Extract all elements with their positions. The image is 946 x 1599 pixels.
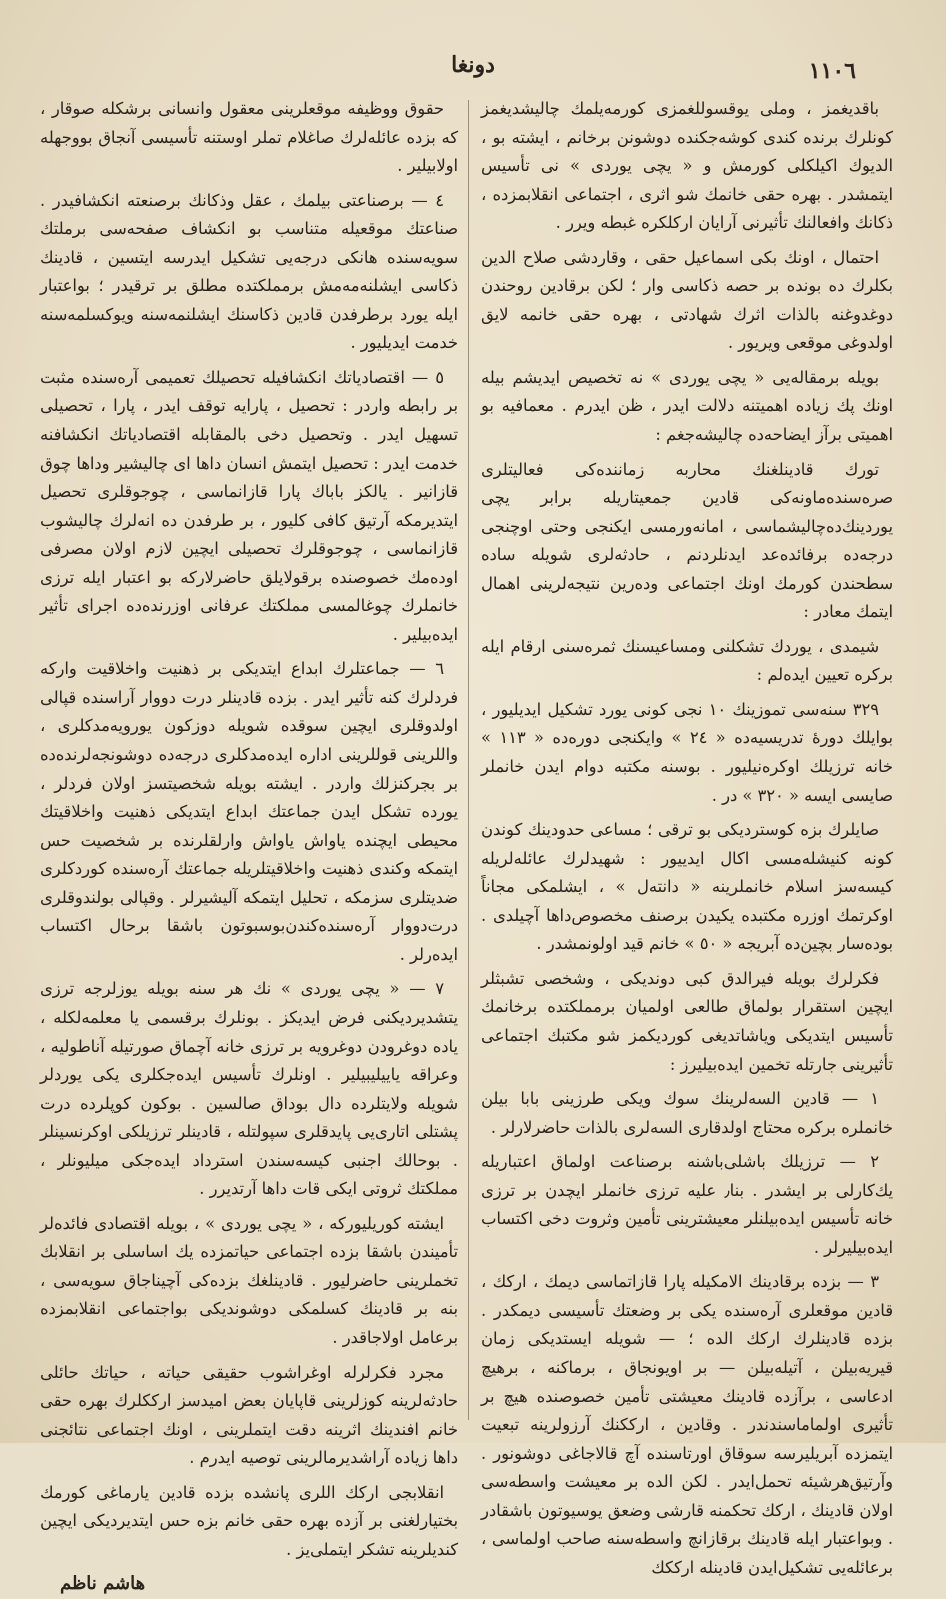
paragraph: ٤ — برصناعتی بیلمك ، عقل وذکانك برصنعته انکشافیدر . صناعتك موقعیله متناسب بو انکشاف صفحه‌سی برملتك سویه‌سنده هانکی درجه‌یی تشکیل ایدرسه ایتسین ، قادینك ذکاسی ایشلنه‌مه‌مش برمملکتده مطلق بر ترقیدر ؛ بواعتبار ایله یورد برطرفدن قادین ذکاسنك ایشلنمه‌سنه ویوکسلمه‌سنه خدمت ایدیلیور . xyxy=(40,190,458,353)
paragraph: احتمال ، اونك بکی اسماعیل حقی ، وقاردشی صلاح الدین بکلرك ده بونده بر حصه ذکاسی وار ؛ لکن برقادین روحندن دوغدوغنه بالذات اثرك شهادتی ، بهره حقی خانمه لایق اولدوغی موقعی ویریور . xyxy=(481,247,893,353)
paragraph: ٣ — بزده برقادینك الامکیله پارا قازاتماسی دیمك ، ارکك ، قادین موقعلری آره‌سنده یکی بر وضعتك تأسیسی دیمکدر . بزده قادینلرك ارکك الده ؛ — شویله ایستدیکی زمان قیریه‌بیلن ، آتیله‌بیلن — بر اویونجاق ، برماکنه ، برهیچ ادعاسی ، برآزده قادینك معیشتی تأمین خصوصنده هیچ بر تأثیری اولماماسندندر . وقادین ، ارککنك آرزولرینه تبعیت ایتمزده آبریلیرسه سوقاق اورتاسنده آچ قالاجاغی دوشونور . وآرتیق‌هرشیئه تحمل‌ایدر . لکن الده بر معیشت واسطه‌سی اولان قادینك ، ارکك تحکمنه قارشی وضعق یوسیوتون باشقادر . وبواعتبار ایله قادینك برقازانچ واسطه‌سنه صاحب اولماسی ، برعائله‌یی تشکیل‌ایدن قادینله ارککك xyxy=(481,1272,893,1577)
column-divider xyxy=(468,100,469,1420)
page-number: ١١٠٦ xyxy=(808,58,856,84)
paragraph: ٧ — « یچی یوردی » نك هر سنه بویله یوزلرجه ترزی یتشدیردیکنی فرض ایدیکز . بونلرك برقسمی یا معلمه‌لکله ، یاده دوغرودن دوغرویه بر ترزی خانه آچماق صورتیله آناطولیه ، وعراقه یاییلیبیلیر . اونلرك تأسیس ایده‌جکلری یکی یوردلر شویله ولایتلرده دال بوداق صالسین . بوکون کوپلرده درت پشتلی اتاری‌یی پایدقلری سپولتله ، قادینلر ترزیلکی اوکرنسینلر . بوحالك اجنبی کیسه‌سندن استرداد ایده‌جکی میلیونلر ، مملکتك ثروتی ایکی قات داها آرتدیرر . xyxy=(40,979,458,1199)
paragraph: باقدیغمز ، وملی یوقسوللغمزی کورمه‌یلمك چالیشدیغمز کونلرك برنده کندی کوشه‌جکنده دوشونن برخانم ، ایشته بو ، الدیوك اکیلکلی کورمش و « یچی یوردی » نی تأسیس ایتمشدر . بهره حقی خانمك شو اثری ، اجتماعی انقلابمزده ، ذکانك وافعالنك تأثیرنی آرایان ارکلکره غبطه ویرر . xyxy=(481,99,893,233)
paragraph: فکرلرك بویله فیرالدق کبی دوندیکی ، وشخصی تشبثلر ایچین استقرار بولماق طالعی اولمیان برمملکتده برخانمك تأسیس ایتدیکی ویاشاتدیغی کوردیکمز شو مکتبك اجتماعی تأثیرینی جارتله تخمین ایده‌بیلیرز : xyxy=(481,968,893,1074)
paragraph: شیمدی ، یوردك تشکلنی ومساعیسنك ثمره‌سنی ارقام ایله برکره تعیین ایده‌لم : xyxy=(481,636,893,685)
paragraph: ٢ — ترزیلك باشلی‌باشنه برصناعت اولماق اعتباریله یك‌کارلی بر ایشدر . بنا٫ علیه ترزی خانملر ایچدن بر ترزی خانه تأسیس ایده‌بیلنلر معیشترینی تأمین وثروت دخی اکتساب ایده‌بیلیرلر . xyxy=(481,1152,893,1257)
paragraph: ٣٢٩ سنه‌سی تموزینك ١٠ نجی کونی یورد تشکیل ایدیلیور ، بوایلك دورهٔ تدریسیه‌ده « ٢٤ » وایکنجی دوره‌ده « ١١٣ » خانه ترزیلك اوکره‌نیلیور . بوسنه مکتبه دوام ایدن خانملر صایسی ایسه « ٣٢٠ » در . xyxy=(481,699,894,805)
paragraph: انقلابجی ارکك اللری پانشده بزده قادین یارماغی کورمك بختیارلغنی بر آزده بهره حقی خانم بزه حس ایتدیردیکی ایچین کندیلرینه تشکر ایتملی‌یز . xyxy=(40,1482,458,1559)
paragraph: ٥ — اقتصادیاتك انکشافیله تحصیلك تعمیمی آره‌سنده مثبت بر رابطه واردر : تحصیل ، پارایه توقف ایدر ، پارا ، تحصیلی تسهیل ایدر . وتحصیل دخی بالمقابله اقتصادیاتك انکشافنه خدمت ایدر : تحصیل ایتمش انسان داها ای چالیشیر وداها چوق قازانیر . یالکز باباك پارا قازانماسی ، چوجوقلری تحصیل ایتدیرمکه آرتیق کافی کلیور ، بر طرفدن ده انه‌لرك چالیشوب قازانماسی ، چوجوقلرك تحصیلی ایچین لازم اولان مصرفی اوده‌مك خصوصنده برقولایلق حاضرلارکه بو اعتبار ایله ترزی خانملرك چوغالمسی مملکتك عرفانی اوزرنده‌ده اجرای تأثیر ایده‌بیلیر . xyxy=(40,367,458,644)
paragraph: بویله برمقاله‌یی « یچی یوردی » نه تخصیص ایدیشم بیله اونك پك زیاده اهمیتنه دلالت ایدر ، ظن ایدرم . معمافیه بو اهمیتی برآز ایضاحه‌ده چالیشه‌جغم : xyxy=(481,367,893,445)
paragraph: ٦ — جماعتلرك ابداع ایتدیکی بر ذهنیت واخلاقیت وارکه فردلرك کنه تأثیر ایدر . بزده قادینلر درت دووار آراسنده قپالی اولدوقلری ایچین سوقده شویله دوزکون یورویه‌مدکلری ، واللرینی قوللرینی اداره ایده‌مدکلری درجه‌ده دوشونجه‌لرنده‌ده بر بجرکنزلك واردر . ایشته بویله شخصیتسز اولان فردلر ، یورده تشکل ایدن جماعتك ابداع ایتدیکی ذهنیت واخلاقیتك محیطی ایچنده یاواش یاواش وارلقلرنده بر شخصیت حس ایتمکه وکندی ذهنیت واخلاقیتلریله جماعتك آره‌سنده کوردکلری ضدیتلری سزمکه ، تحلیل ایتمکه آلیشیرلر . وقپالی بولندوقلری درت‌دووار آره‌سنده‌کندن‌بوسبوتون باشقا برحال اکتساب ایده‌رلر . xyxy=(40,659,458,964)
page-header xyxy=(40,52,906,88)
paragraph: صایلرك بزه کوستردیکی بو ترقی ؛ مساعی حدودینك کوندن کونه کنیشله‌مسی اکال ایدییور : شهیدلرك عائله‌لریله کیسه‌سز اسلام خانملرینه « دانتەل » ، ایشلمکی مجاناً اوکرتمك اوزره مکتبده یکیدن برصنف مخصوص‌داها آچیلدی . بوده‌سار بچین‌ده آبریجه « ٥٠ » خانم قید اولونمشدر . xyxy=(481,820,893,954)
paragraph: تورك قادینلغنك محاربه زماننده‌کی فعالیتلری صرەسنده‌ماونه‌کی قادین جمعیتاریله برابر یچی یوردینك‌ده‌چالیشماسی ، امانه‌ورمسی ایکنجی وحتی اوچنجی درجه‌ده برفائده‌عد ایدنلردنم ، حادثه‌لری شویله ساده سطحندن کورمك اونك اجتماعی وده‌رین نتیجه‌لرینی اهمال ایتمك معادر : xyxy=(481,459,893,622)
right-column xyxy=(481,95,894,1577)
paragraph: ایشته کوریلیورکه ، « یچی یوردی » ، بویله اقتصادی فائده‌لر تأمیندن باشقا بزده اجتماعی حیاتمزده یك اساسلی بر انقلابك تخملرینی حاضرلیور . قادینلغك بزده‌کی آچیناجاق سویه‌سی ، بنه بر قادینك کسلمکی دوشوندیکی بواجتماعی انقلابمزده برعامل اولاجاقدر . xyxy=(40,1213,458,1347)
author-signature: هاشم ناظم xyxy=(60,1573,146,1595)
paragraph: ١ — قادین السه‌لرینك سوك ویکی طرزینی بابا بیلن خانملره برکره محتاج اولدقاری السه‌لری بالذات حاضرلارلر . xyxy=(481,1089,893,1137)
paragraph: حقوق ووظیفه موقعلرینی معقول وانسانی برشکله صوقار ، که بزده عائله‌لرك صاغلام تملر اوستنه تأسیسی آنجاق بووجهله اولابیلیر . xyxy=(40,99,458,176)
left-column xyxy=(40,95,458,1595)
paragraph: مجرد فکرلرله اوغراشوب حقیقی حیاته ، حیاتك حائلی حادثه‌لرینه کوزلرینی قاپایان بعض امیدسز ارککلرك بهره حقی خانم افندینك اثرینه دقت ایتملرینی ، اونك اجتماعی نتائجنی داها زیاده آراشدیرمالرینی توصیه ایدرم . xyxy=(40,1362,458,1468)
journal-title: دونغا xyxy=(451,52,495,78)
